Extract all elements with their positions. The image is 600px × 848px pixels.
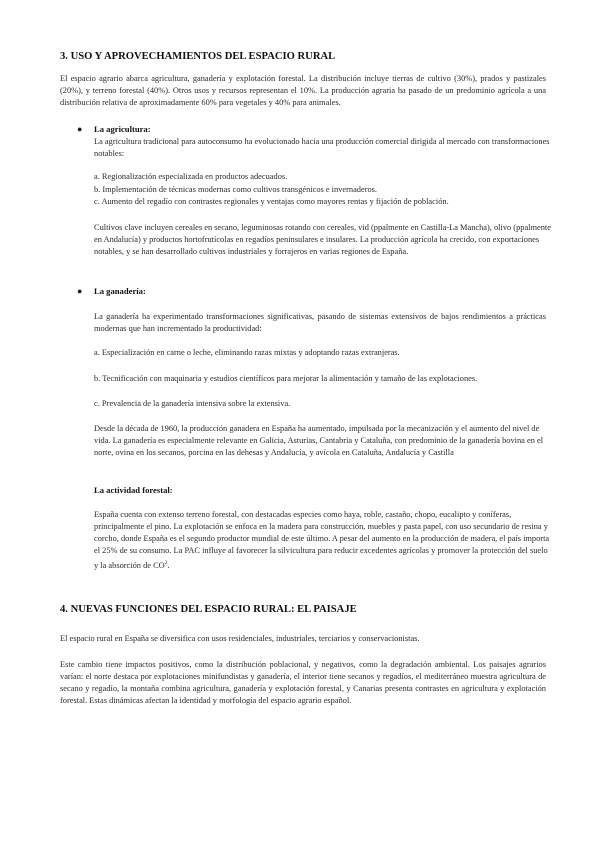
ganaderia-item-a: a. Especialización en carne o leche, eliminando razas mixtas y adoptando razas extranjeras. — [94, 348, 400, 357]
agricultura-item-c: c. Aumento del regadío con contrastes regionales y ventajas como mayores rentas y fijación de población. — [94, 197, 449, 206]
ganaderia-title: La ganadería: — [94, 286, 146, 296]
co2-subscript: 2 — [164, 560, 168, 567]
section-3-intro: El espacio agrario abarca agricultura, ganadería y explotación forestal. La distribución incluye tierras de cultivo (30%), prados y pastizales (20%), y terreno forestal (40%). Otros usos y recursos representan el 10%. La producción agraria ha pasado de un predominio agrícola a una distribución relativa de aproximadamente 60% para vegetales y 40% para animales. — [60, 74, 546, 108]
forestal-paragraph — [94, 509, 552, 572]
forestal-end: . — [167, 561, 170, 571]
agricultura-title: La agricultura: — [94, 124, 151, 134]
agricultura-cultivos: Cultivos clave incluyen cereales en secano, leguminosas rotando con cereales, vid (ppalmente en Castilla-La Mancha), olivo (ppalmente en Andalucía) y productos hortofrutícolas en regadíos peninsulares e insulares. La producción agrícola ha crecido, con exportaciones notables, y se han desarrollado cultivos industriales y forrajeros en varias regiones de España. — [94, 223, 551, 257]
ganaderia-intro: La ganadería ha experimentado transformaciones significativas, pasando de sistemas extensivos de bajos rendimientos a prácticas modernas que han incrementado la productividad: — [94, 312, 546, 334]
section-4-intro: El espacio rural en España se diversifica con usos residenciales, industriales, terciarios y conservacionistas. — [60, 634, 420, 643]
ganaderia-item-b: b. Tecnificación con maquinaria y estudios científicos para mejorar la alimentación y tamaño de las explotaciones. — [94, 374, 478, 383]
section-4-paisajes: Este cambio tiene impactos positivos, como la distribución poblacional, y negativos, como la degradación ambiental. Los paisajes agrarios varían: el norte destaca por explotaciones minifundistas y ganadería, el interior tiene secanos y regadíos, el mediterráneo muestra agricultura de secano y regadío, la montaña combina agricultura, ganadería y explotación forestal, y Canarias presenta contrastes en agricultura y explotación forestal. Estas dinámicas afectan la identidad y morfología del espacio agrario español. — [60, 660, 546, 706]
ganaderia-item-c: c. Prevalencia de la ganadería intensiva sobre la extensiva. — [94, 399, 291, 408]
section-4-heading: 4. NUEVAS FUNCIONES DEL ESPACIO RURAL: EL PAISAJE — [60, 604, 357, 615]
bullet-icon: ● — [77, 124, 83, 134]
agricultura-item-b: b. Implementación de técnicas modernas como cultivos transgénicos e invernaderos. — [94, 185, 378, 194]
forestal-title: La actividad forestal: — [94, 485, 173, 495]
ganaderia-produccion: Desde la década de 1960, la producción ganadera en España ha aumentado, impulsada por la mecanización y el aumento del nivel de vida. La ganadería es especialmente relevante en Galicia, Asturias, Cantabria y Cataluña, con predominio de la ganadería bovina en el norte, ovina en los secanos, porcina en las dehesas y Andalucía, y avícola en Cataluña, Andalucía y Castilla — [94, 424, 544, 458]
agricultura-item-a: a. Regionalización especializada en productos adecuados. — [94, 172, 288, 181]
agricultura-intro: La agricultura tradicional para autoconsumo ha evolucionado hacia una producción comercial dirigida al mercado con transformaciones notables: — [94, 137, 550, 159]
section-3-heading: 3. USO Y APROVECHAMIENTOS DEL ESPACIO RURAL — [60, 51, 336, 62]
bullet-icon: ● — [77, 286, 83, 296]
forestal-text: España cuenta con extenso terreno forestal, con destacadas especies como haya, roble, castaño, chopo, eucalipto y coníferas, principalmente el pino. La explotación se enfoca en la madera para construcción, muebles y pasta papel, con uso secundario de resina y corcho, donde España es el segundo productor mundial de este último. A pesar del aumento en la producción de madera, el país importa el 25% de su consumo. La PAC influye al favorecer la silvicultura para reducir excedentes agrícolas y promover la protección del suelo y la absorción de CO — [94, 510, 550, 571]
